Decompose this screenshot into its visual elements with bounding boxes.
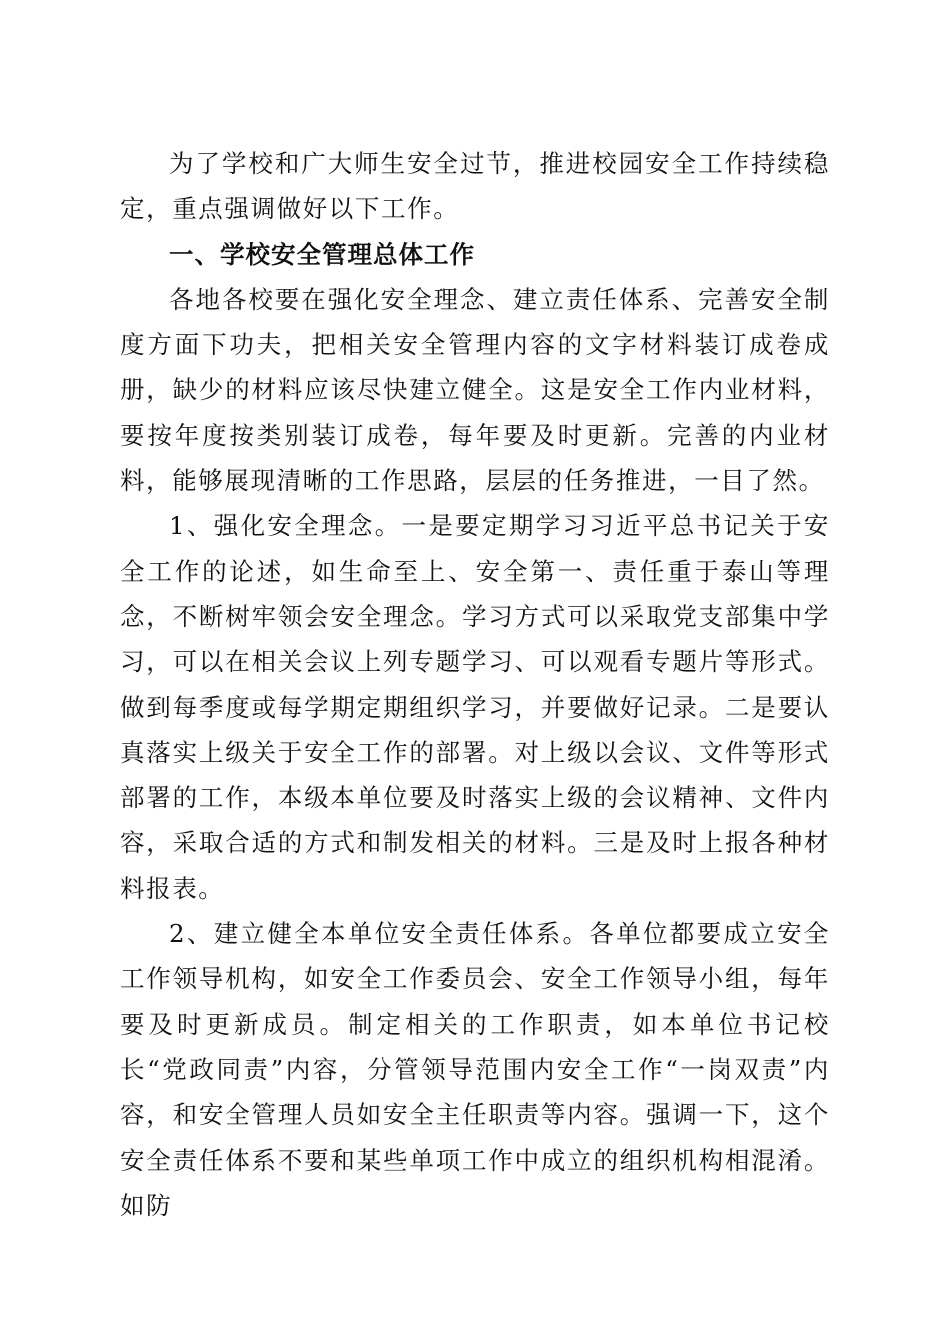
intro-paragraph: 为了学校和广大师生安全过节，推进校园安全工作持续稳定，重点强调做好以下工作。 — [120, 149, 830, 224]
item-1-paragraph: 1、强化安全理念。一是要定期学习习近平总书记关于安全工作的论述，如生命至上、安全第一、责任重于泰山等理念，不断树牢领会安全理念。学习方式可以采取党支部集中学习，可以在相关会议上列专题学习、可以观看专题片等形式。做到每季度或每学期定期组织学习，并要做好记录。二是要认真落实上级关于安全工作的部署。对上级以会议、文件等形式部署的工作，本级本单位要及时落实上级的会议精神、文件内容，采取合适的方式和制发相关的材料。三是及时上报各种材料报表。 — [120, 511, 830, 903]
section-1-intro-paragraph: 各地各校要在强化安全理念、建立责任体系、完善安全制度方面下功夫，把相关安全管理内容的文字材料装订成卷成册，缺少的材料应该尽快建立健全。这是安全工作内业材料，要按年度按类别装订成卷，每年要及时更新。完善的内业材料，能够展现清晰的工作思路，层层的任务推进，一目了然。 — [120, 284, 830, 496]
item-2-paragraph: 2、建立健全本单位安全责任体系。各单位都要成立安全工作领导机构，如安全工作委员会、安全工作领导小组，每年要及时更新成员。制定相关的工作职责，如本单位书记校长“党政同责”内容，分管领导范围内安全工作“一岗双责”内容，和安全管理人员如安全主任职责等内容。强调一下，这个安全责任体系不要和某些单项工作中成立的组织机构相混淆。如防 — [120, 919, 830, 1220]
document-body — [120, 141, 830, 1228]
section-1-heading: 一、学校安全管理总体工作 — [169, 239, 475, 269]
